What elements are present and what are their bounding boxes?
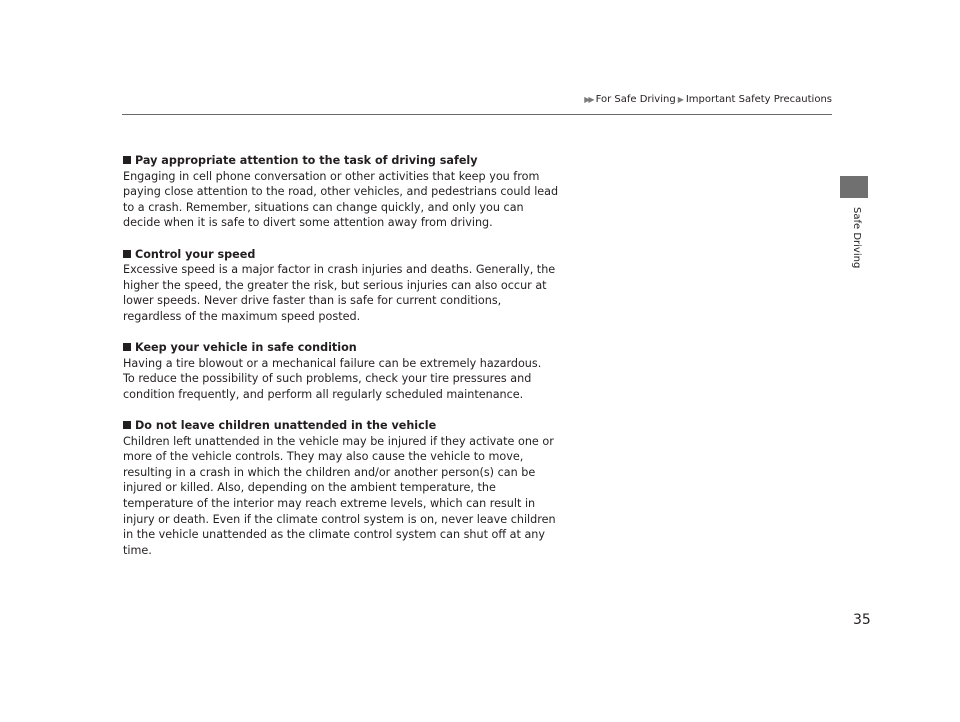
- square-bullet-icon: [123, 421, 131, 429]
- section-children: [123, 418, 563, 558]
- breadcrumb-item-for-safe-driving[interactable]: For Safe Driving: [595, 94, 676, 105]
- breadcrumb-item-important-safety-precautions[interactable]: Important Safety Precautions: [685, 94, 832, 105]
- section-heading: [123, 247, 563, 263]
- section-paragraph: To reduce the possibility of such problems, check your tire pressures and condition frequently, and perform all regularly scheduled maintenance.: [123, 372, 532, 401]
- section-tab-marker: [840, 176, 868, 198]
- double-arrow-icon: ▶▶: [584, 95, 593, 104]
- header-divider: [122, 114, 832, 115]
- square-bullet-icon: [123, 156, 131, 164]
- section-paragraph: Excessive speed is a major factor in crash injuries and deaths. Generally, the higher the speed, the greater the risk, but serious injuries can also occur at lower speeds. Never drive faster than is safe for current conditions, regardless of the maximum speed posted.: [123, 263, 556, 323]
- square-bullet-icon: [123, 250, 131, 258]
- section-heading: [123, 340, 563, 356]
- section-heading-text: Keep your vehicle in safe condition: [135, 341, 357, 355]
- main-content: [123, 153, 563, 574]
- section-paragraph: Engaging in cell phone conversation or other activities that keep you from paying close attention to the road, other vehicles, and pedestrians could lead to a crash. Remember, situations can change quickly, and only you can decide when it is safe to divert some attention away from driving.: [123, 169, 559, 230]
- section-heading: [123, 418, 563, 434]
- breadcrumb: [584, 94, 832, 105]
- section-speed: [123, 247, 563, 325]
- section-attention: [123, 153, 563, 231]
- section-tab-label: Safe Driving: [851, 207, 862, 269]
- square-bullet-icon: [123, 343, 131, 351]
- page-number: 35: [853, 612, 871, 628]
- section-paragraph: Children left unattended in the vehicle may be injured if they activate one or more of the vehicle controls. They may also cause the vehicle to move, resulting in a crash in which the children and/or another person(s) can be injured or killed. Also, depending on the ambient temperature, the temperature of the interior may reach extreme levels, which can result in injury or death. Even if the climate control system is on, never leave children in the vehicle unattended as the climate control system can shut off at any time.: [123, 434, 556, 557]
- section-heading-text: Do not leave children unattended in the vehicle: [135, 419, 437, 433]
- section-heading-text: Pay appropriate attention to the task of driving safely: [135, 154, 478, 167]
- section-heading-text: Control your speed: [135, 247, 256, 261]
- section-heading: [123, 153, 563, 169]
- arrow-icon: ▶: [677, 95, 684, 104]
- section-paragraph: Having a tire blowout or a mechanical failure can be extremely hazardous.: [123, 356, 542, 370]
- section-vehicle-condition: [123, 340, 563, 402]
